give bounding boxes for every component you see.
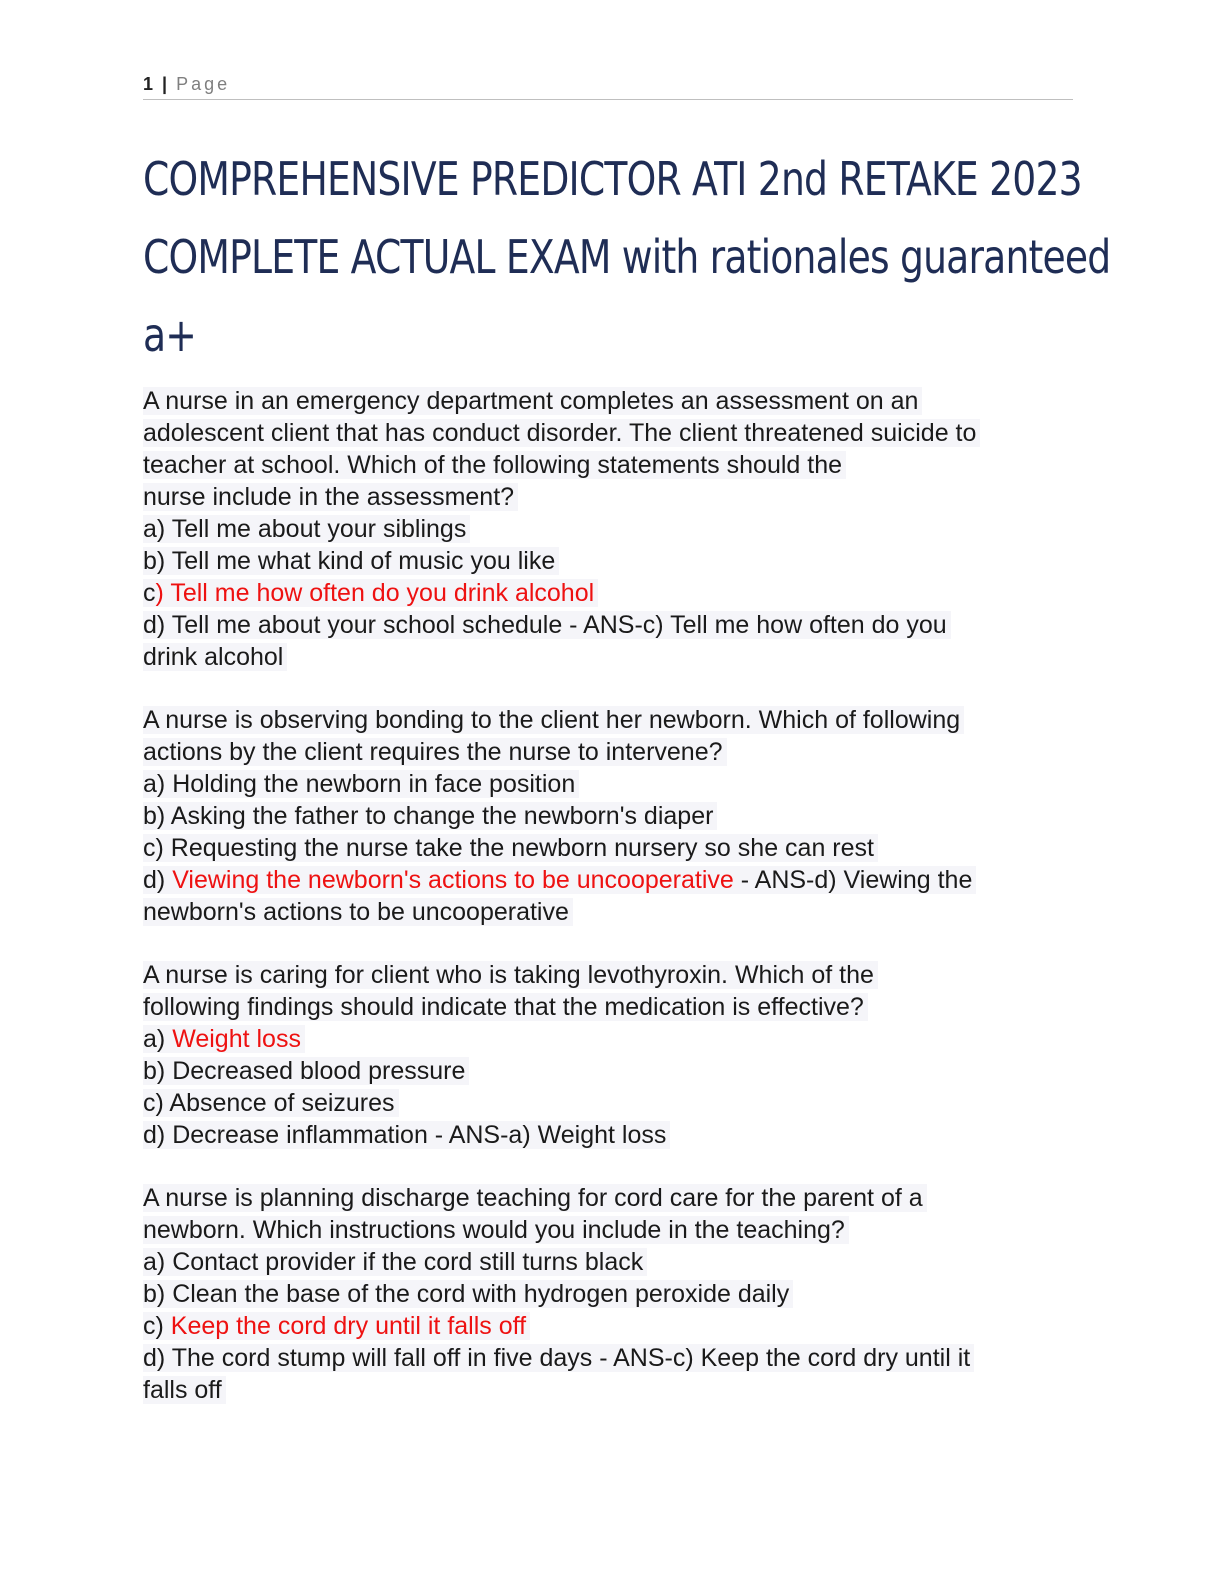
question-stem-line: adolescent client that has conduct disorder. The client threatened suicide to (143, 419, 980, 447)
option-b (143, 1055, 1083, 1087)
option-d (143, 609, 1083, 641)
title-line-1: COMPREHENSIVE PREDICTOR ATI 2nd RETAKE 2023 (143, 152, 1082, 206)
option-c (143, 1310, 1083, 1342)
page-separator: | (162, 74, 168, 94)
option-text: Absence of seizures (169, 1089, 395, 1117)
question-stem-line: actions by the client requires the nurse to intervene? (143, 738, 727, 766)
option-prefix: c) (143, 1089, 170, 1117)
question-stem-line: A nurse in an emergency department completes an assessment on an (143, 387, 922, 415)
option-c (143, 832, 1083, 864)
option-b (143, 545, 1083, 577)
option-text: Asking the father to change the newborn's diaper (170, 802, 714, 830)
option-b (143, 1278, 1083, 1310)
option-prefix: a) (143, 515, 172, 543)
option-a (143, 513, 1083, 545)
option-prefix: d) (143, 611, 172, 639)
option-prefix: b) (143, 1280, 173, 1308)
option-text: Tell me what kind of music you like (171, 547, 556, 575)
question-stem-line: following findings should indicate that the medication is effective? (143, 993, 868, 1021)
option-text: Contact provider if the cord still turns black (172, 1248, 644, 1276)
correct-answer-text: ) Tell me how often do you drink alcohol (155, 579, 595, 607)
option-prefix: d) (143, 1344, 172, 1372)
document-title (143, 140, 1111, 374)
option-prefix: c) (143, 834, 171, 862)
option-continuation: falls off (143, 1376, 226, 1404)
page-label: Page (176, 74, 231, 94)
question-stem-line: nurse include in the assessment? (143, 483, 518, 511)
option-c (143, 577, 1083, 609)
option-a (143, 1023, 1083, 1055)
option-text: Tell me about your school schedule - ANS-c) Tell me how often do you (171, 611, 947, 639)
option-prefix: b) (143, 547, 172, 575)
option-prefix: b) (143, 1057, 173, 1085)
question-stem-line: newborn. Which instructions would you include in the teaching? (143, 1216, 849, 1244)
question-2 (143, 704, 1083, 928)
correct-answer-text: Viewing the newborn's actions to be uncooperative (172, 866, 734, 894)
correct-answer-text: Weight loss (172, 1025, 301, 1053)
title-line-3: a+ (143, 308, 197, 362)
option-answer-key: - ANS-d) Viewing the (733, 866, 973, 894)
option-text: Requesting the nurse take the newborn nursery so she can rest (170, 834, 874, 862)
option-prefix: c) (143, 1312, 171, 1340)
question-1 (143, 385, 1083, 673)
title-line-2: COMPLETE ACTUAL EXAM with rationales guaranteed (143, 230, 1111, 284)
page-header (143, 74, 1073, 95)
question-stem-line: A nurse is planning discharge teaching for cord care for the parent of a (143, 1184, 927, 1212)
question-stem-line: A nurse is observing bonding to the client her newborn. Which of following (143, 706, 964, 734)
option-text: Decreased blood pressure (172, 1057, 466, 1085)
option-prefix: b) (143, 802, 171, 830)
option-prefix: c (143, 579, 156, 607)
option-d (143, 864, 1083, 896)
option-prefix: a) (143, 1025, 173, 1053)
question-stem-line: teacher at school. Which of the following statements should the (143, 451, 846, 479)
option-prefix: a) (143, 770, 173, 798)
option-a (143, 1246, 1083, 1278)
correct-answer-text: Keep the cord dry until it falls off (170, 1312, 527, 1340)
option-text: Tell me about your siblings (171, 515, 467, 543)
option-d (143, 1119, 1083, 1151)
option-prefix: a) (143, 1248, 173, 1276)
option-a (143, 768, 1083, 800)
option-text: Clean the base of the cord with hydrogen peroxide daily (172, 1280, 790, 1308)
page-number: 1 (143, 74, 154, 94)
option-prefix: d) (143, 866, 173, 894)
option-prefix: d) (143, 1121, 173, 1149)
option-text: The cord stump will fall off in five days - ANS-c) Keep the cord dry until it (171, 1344, 971, 1372)
option-d (143, 1342, 1083, 1374)
option-continuation: drink alcohol (143, 643, 287, 671)
question-3 (143, 959, 1083, 1151)
question-4 (143, 1182, 1083, 1406)
option-text: Holding the newborn in face position (172, 770, 576, 798)
option-text: Decrease inflammation - ANS-a) Weight loss (172, 1121, 667, 1149)
option-b (143, 800, 1083, 832)
questions-content (143, 385, 1083, 1437)
option-continuation: newborn's actions to be uncooperative (143, 898, 573, 926)
header-divider (143, 99, 1073, 100)
question-stem-line: A nurse is caring for client who is taking levothyroxin. Which of the (143, 961, 878, 989)
option-c (143, 1087, 1083, 1119)
